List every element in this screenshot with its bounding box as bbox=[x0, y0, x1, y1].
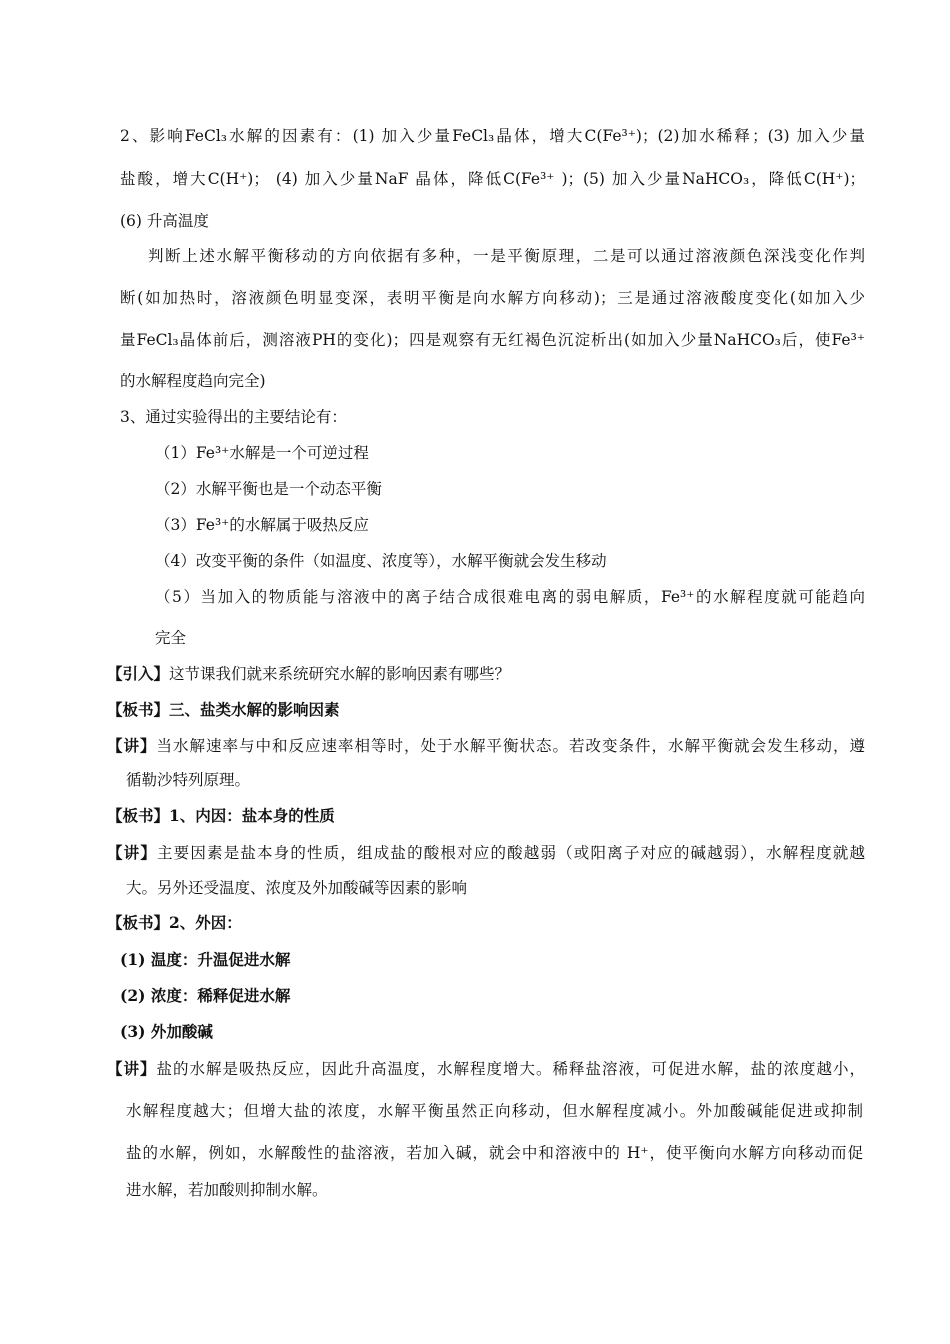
factor-item-3: (3) 外加酸碱 bbox=[120, 1022, 213, 1041]
board2-line bbox=[107, 806, 335, 826]
judge-line2: 断(如加热时，溶液颜色明显变深，表明平衡是向水解方向移动)；三是通过溶液酸度变化(如加入少 bbox=[120, 289, 865, 307]
talk3-line2: 水解程度越大；但增大盐的浓度，水解平衡虽然正向移动，但水解程度减小。外加酸碱能促进或抑制 bbox=[126, 1102, 863, 1120]
talk3-text1: 盐的水解是吸热反应，因此升高温度，水解程度增大。稀释盐溶液，可促进水解，盐的浓度越小， bbox=[156, 1060, 865, 1078]
conclusion-item-4: （4）改变平衡的条件（如温度、浓度等），水解平衡就会发生移动 bbox=[155, 552, 607, 570]
factor-item-1: (1) 温度：升温促进水解 bbox=[120, 950, 291, 969]
talk2-label: 【讲】 bbox=[107, 843, 158, 862]
section2-line1: 2、影响FeCl₃水解的因素有：(1) 加入少量FeCl₃晶体，增大C(Fe³⁺)；(2)加水稀释；(3) 加入少量 bbox=[120, 127, 865, 145]
talk3-line3: 盐的水解，例如，水解酸性的盐溶液，若加入碱，就会中和溶液中的 H⁺，使平衡向水解方向移动而促 bbox=[126, 1144, 863, 1162]
talk2-line1 bbox=[107, 843, 865, 863]
board2-label: 【板书】 bbox=[107, 806, 170, 825]
talk1-line1 bbox=[107, 736, 865, 756]
intro-text: 这节课我们就来系统研究水解的影响因素有哪些？ bbox=[169, 665, 511, 683]
factor-item-2: (2) 浓度：稀释促进水解 bbox=[120, 986, 291, 1005]
talk2-line2: 大。另外还受温度、浓度及外加酸碱等因素的影响 bbox=[126, 879, 468, 897]
talk3-line1 bbox=[107, 1059, 865, 1079]
conclusion-item-5: （5）当加入的物质能与溶液中的离子结合成很难电离的弱电解质，Fe³⁺的水解程度就可能趋向 bbox=[155, 588, 865, 606]
board1-text: 三、盐类水解的影响因素 bbox=[169, 700, 340, 719]
board1-line bbox=[107, 700, 340, 720]
talk1-label: 【讲】 bbox=[107, 736, 157, 755]
board3-text: 2、外因： bbox=[169, 913, 242, 932]
talk1-text1: 当水解速率与中和反应速率相等时，处于水解平衡状态。若改变条件，水解平衡就会发生移动，遵 bbox=[156, 737, 865, 755]
board1-label: 【板书】 bbox=[107, 700, 170, 719]
judge-line3: 量FeCl₃晶体前后，测溶液PH的变化)；四是观察有无红褐色沉淀析出(如加入少量NaHCO₃后，使Fe³⁺ bbox=[120, 331, 865, 349]
board3-label: 【板书】 bbox=[107, 913, 170, 932]
talk2-text1: 主要因素是盐本身的性质，组成盐的酸根对应的酸越弱（或阳离子对应的碱越弱），水解程度就越 bbox=[157, 844, 865, 862]
intro-line bbox=[107, 664, 510, 684]
judge-line4: 的水解程度趋向完全) bbox=[120, 372, 266, 390]
talk3-label: 【讲】 bbox=[107, 1059, 157, 1078]
section2-line2: 盐酸，增大C(H⁺)； (4) 加入少量NaF 晶体，降低C(Fe³⁺ )；(5) 加入少量NaHCO₃，降低C(H⁺)； bbox=[120, 170, 865, 188]
judge-line1: 判断上述水解平衡移动的方向依据有多种，一是平衡原理，二是可以通过溶液颜色深浅变化作判 bbox=[148, 247, 865, 265]
conclusion-item-5-cont: 完全 bbox=[155, 629, 187, 647]
conclusion-item-1: （1）Fe³⁺水解是一个可逆过程 bbox=[155, 444, 369, 462]
intro-label: 【引入】 bbox=[107, 664, 170, 683]
conclusion-item-2: （2）水解平衡也是一个动态平衡 bbox=[155, 480, 382, 498]
conclusion-item-3: （3）Fe³⁺的水解属于吸热反应 bbox=[155, 516, 369, 534]
board3-line bbox=[107, 913, 242, 933]
board2-text: 1、内因：盐本身的性质 bbox=[169, 806, 335, 825]
talk1-line2: 循勒沙特列原理。 bbox=[126, 771, 251, 789]
section3-heading: 3、通过实验得出的主要结论有： bbox=[120, 408, 347, 426]
section2-line3: (6) 升高温度 bbox=[120, 212, 209, 230]
talk3-line4: 进水解，若加酸则抑制水解。 bbox=[126, 1181, 328, 1199]
